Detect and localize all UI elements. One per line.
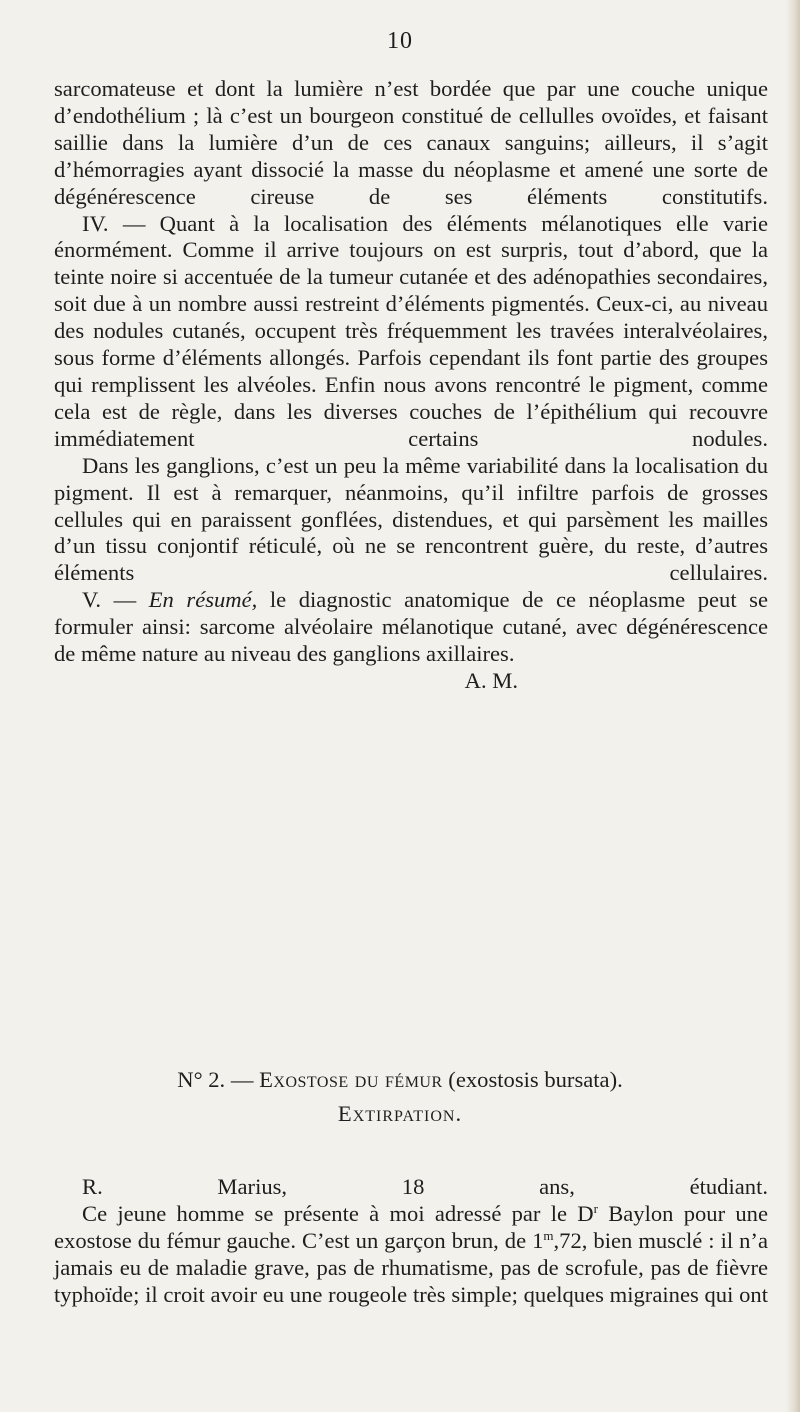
paragraph-cell-description: sarcomateuse et dont la lumière n’est bordée que par une couche unique d’endothélium ; là c’est un bourgeon constitué de cellulles ovoïdes, et faisant saillie dans la lumière d’un de ces canaux sanguins; ailleurs, il s’agit d’hémorragies ayant dissocié la masse du néoplasme et amené une sorte de dégénérescence cireuse de ses éléments constitutifs.: [54, 76, 768, 209]
paragraph-pigment-localisation: IV. — Quant à la localisation des éléments mélanotiques elle varie énormément. Comme il arrive toujours on est surpris, tout d’abord, que la teinte noire si accentuée de la tumeur cutanée et des adénopathies secondaires, soit due à un nombre aussi restreint d’éléments pigmentés. Ceux-ci, au niveau des nodules cutanés, occupent très fréquemment les travées interalvéolaires, sous forme d’éléments allongés. Parfois cependant ils font partie des groupes qui remplissent les alvéoles. Enfin nous avons rencontré le pigment, comme cela est de règle, dans les diverses couches de l’épithélium qui recouvre immédiatement certains nodules.: [54, 210, 768, 451]
case-text: [54, 1173, 768, 1308]
history-text-3: ,72, bien musclé : il n’a jamais eu de maladie grave, pas de rhumatisme, pas de scrofule, pas de fièvre typhoïde; il croit avoir eu une rougeole très simple; quelques migraines qui ont: [54, 1228, 768, 1307]
paragraph-ganglions: Dans les ganglions, c’est un peu la même variabilité dans la localisation du pigment. Il est à remarquer, néanmoins, qu’il infiltre parfois de grosses cellules qui en paraissent gonflées, distendues, et qui parsèment les mailles d’un tissu conjontif réticulé, où ne se rencontrent guère, du reste, d’autres éléments cellulaires.: [54, 452, 768, 586]
case-heading: [0, 1063, 800, 1131]
case-title: [0, 1063, 800, 1097]
page-number: 10: [387, 28, 413, 54]
patient-line: R. Marius, 18 ans, étudiant.: [82, 1174, 768, 1199]
paragraph-summary: [54, 587, 768, 693]
case-title-latin: (exostosis bursata).: [442, 1067, 623, 1092]
summary-text: le diagnostic anatomique de ce néoplasme peut se formuler ainsi: sarcome alvéolaire mélanotique cutané, avec dégénérescence de même nature au niveau des ganglions axillaires.: [54, 587, 768, 667]
summary-lead: V. —: [82, 587, 149, 613]
case-number: N° 2. —: [177, 1067, 260, 1092]
history-text-2: Baylon pour une exostose du fémur gauche. C’est un garçon brun, de 1: [54, 1201, 769, 1253]
author-signature: A. M.: [464, 667, 518, 693]
summary-italic: En résumé,: [148, 587, 258, 613]
doctor-abbrev-sup: r: [593, 1201, 598, 1216]
continued-section: [54, 76, 768, 695]
case-title-smallcaps: Exostose du fémur: [259, 1067, 443, 1092]
history-text-1: Ce jeune homme se présente à moi adressé par le D: [82, 1201, 594, 1226]
page-edge-shadow: [786, 0, 800, 1412]
metre-abbrev-sup: m: [543, 1228, 554, 1243]
paragraph-case-history: [54, 1200, 768, 1308]
case-subtitle: Extirpation.: [337, 1101, 463, 1126]
